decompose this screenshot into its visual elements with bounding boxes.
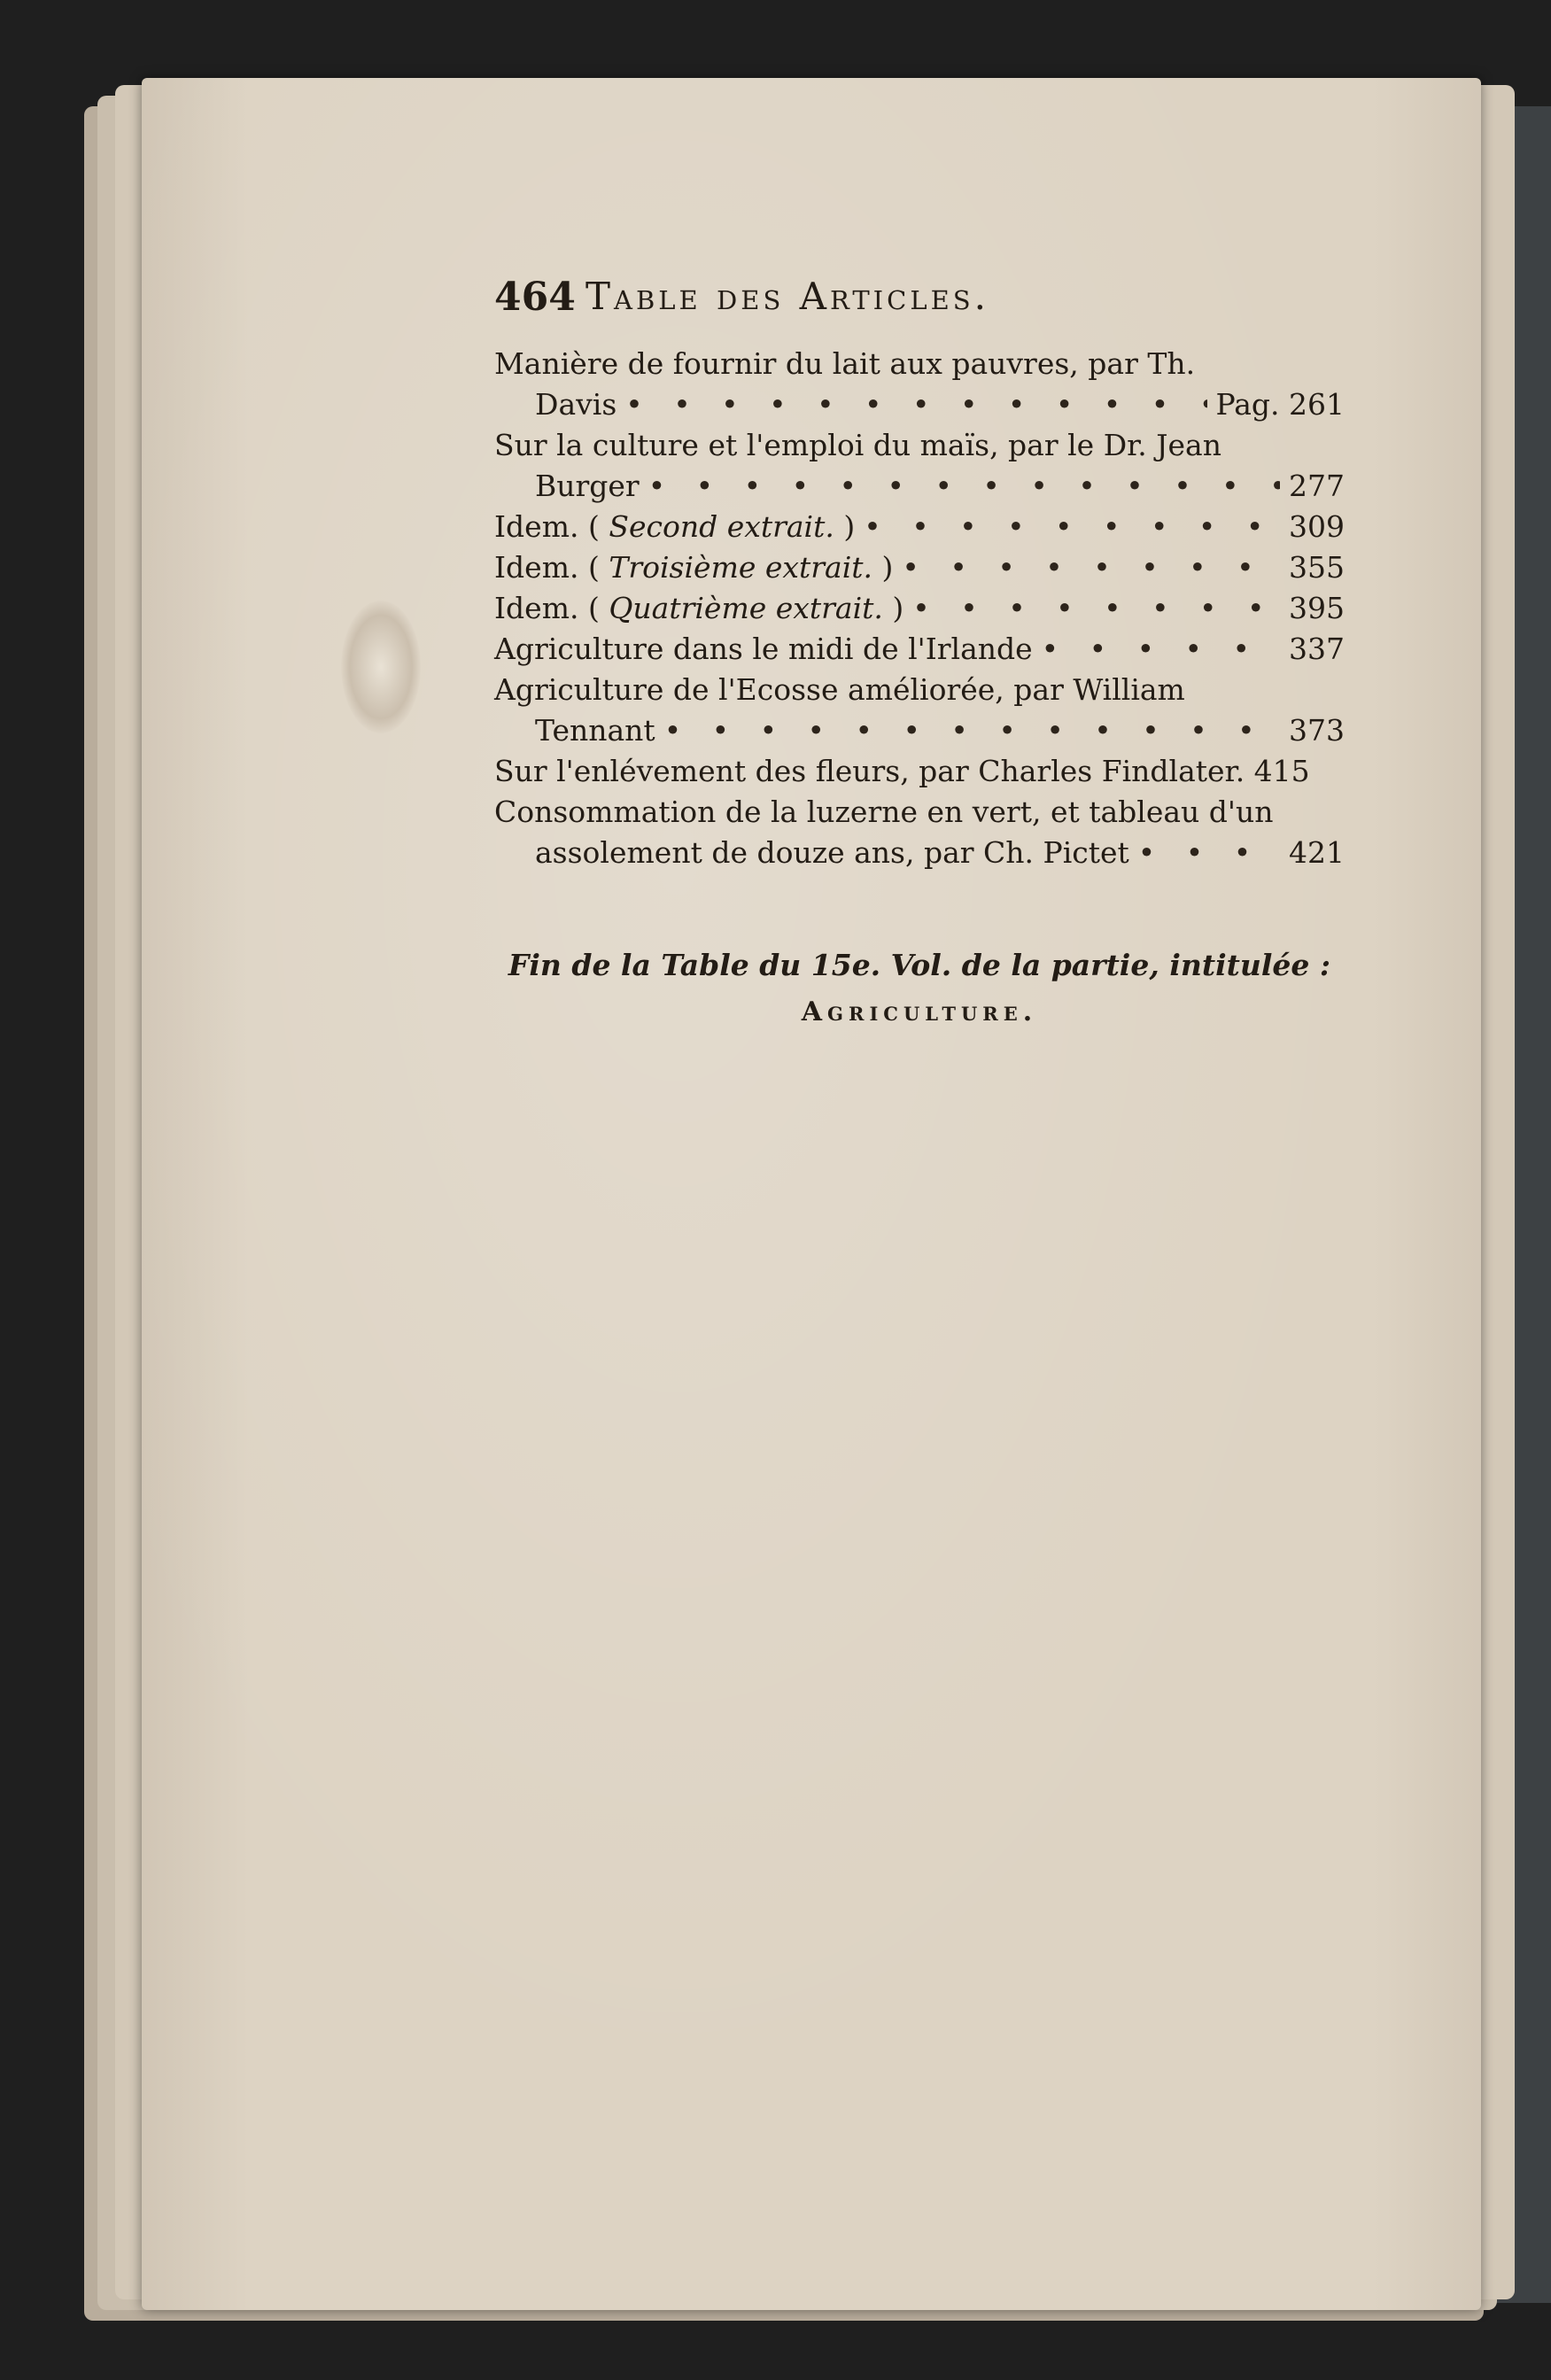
entry-line: Consommation de la luzerne en vert, et tableau d'un	[494, 795, 1274, 829]
entry-line	[494, 507, 1345, 547]
entry-italic: Second extrait.	[609, 509, 834, 544]
page-ref: Pag. 261	[1215, 387, 1345, 422]
page-ref: 277	[1289, 469, 1345, 503]
entry-line	[494, 588, 1345, 629]
toc-entry-4	[494, 547, 1345, 588]
entry-suffix: )	[881, 550, 894, 585]
dot-leader	[1042, 629, 1280, 670]
page-ref: 373	[1289, 713, 1345, 748]
toc-entry-8	[494, 751, 1345, 792]
dot-leader	[912, 588, 1280, 629]
toc-entry-7	[494, 670, 1345, 751]
entry-line	[494, 547, 1345, 588]
paper-tear	[341, 601, 421, 733]
dot-leader	[902, 547, 1280, 588]
page-ref: 395	[1289, 591, 1345, 625]
entry-line	[494, 629, 1345, 670]
page-number: 464	[494, 275, 576, 320]
page-ref: 309	[1289, 509, 1345, 544]
entry-text: Burger	[535, 469, 640, 503]
entry-line: Sur l'enlévement des fleurs, par Charles Findlater. 415	[494, 754, 1310, 788]
entry-text: Tennant	[535, 713, 655, 748]
colophon-title: Agriculture.	[801, 996, 1038, 1027]
toc-entry-2	[494, 425, 1345, 507]
page-ref: 355	[1289, 550, 1345, 585]
entry-text: Agriculture dans le midi de l'Irlande	[494, 632, 1033, 666]
entry-prefix: Idem. (	[494, 591, 600, 625]
toc-entry-5	[494, 588, 1345, 629]
page-ref: 337	[1289, 632, 1345, 666]
dot-leader	[1138, 833, 1280, 873]
table-of-articles	[494, 275, 1345, 1027]
dot-leader	[664, 710, 1280, 751]
entry-prefix: Idem. (	[494, 550, 600, 585]
entry-italic: Quatrième extrait.	[609, 591, 883, 625]
page-ref: 421	[1289, 835, 1345, 870]
colophon-line: Fin de la Table du 15e. Vol. de la partie, intitulée :	[508, 948, 1331, 982]
entry-line: Manière de fournir du lait aux pauvres, par Th.	[494, 346, 1196, 381]
running-title: Table des Articles.	[586, 275, 989, 318]
entry-prefix: Idem. (	[494, 509, 600, 544]
entry-line: Sur la culture et l'emploi du maïs, par le Dr. Jean	[494, 428, 1221, 462]
toc-entry-9	[494, 792, 1345, 873]
toc-entry-1	[494, 344, 1345, 425]
entry-line	[494, 833, 1345, 873]
page-header	[494, 275, 1345, 337]
entry-text: Davis	[535, 387, 617, 422]
entry-line	[494, 710, 1345, 751]
dot-leader	[625, 384, 1206, 425]
entry-italic: Troisième extrait.	[609, 550, 873, 585]
entry-line	[494, 466, 1345, 507]
entry-line	[494, 384, 1345, 425]
colophon	[494, 948, 1345, 1027]
toc-entry-6	[494, 629, 1345, 670]
entry-suffix: )	[843, 509, 856, 544]
toc-entry-3	[494, 507, 1345, 547]
entry-line: Agriculture de l'Ecosse améliorée, par William	[494, 672, 1185, 707]
dot-leader	[648, 466, 1280, 507]
dot-leader	[864, 507, 1280, 547]
entry-text: assolement de douze ans, par Ch. Pictet	[535, 835, 1129, 870]
entry-suffix: )	[892, 591, 904, 625]
